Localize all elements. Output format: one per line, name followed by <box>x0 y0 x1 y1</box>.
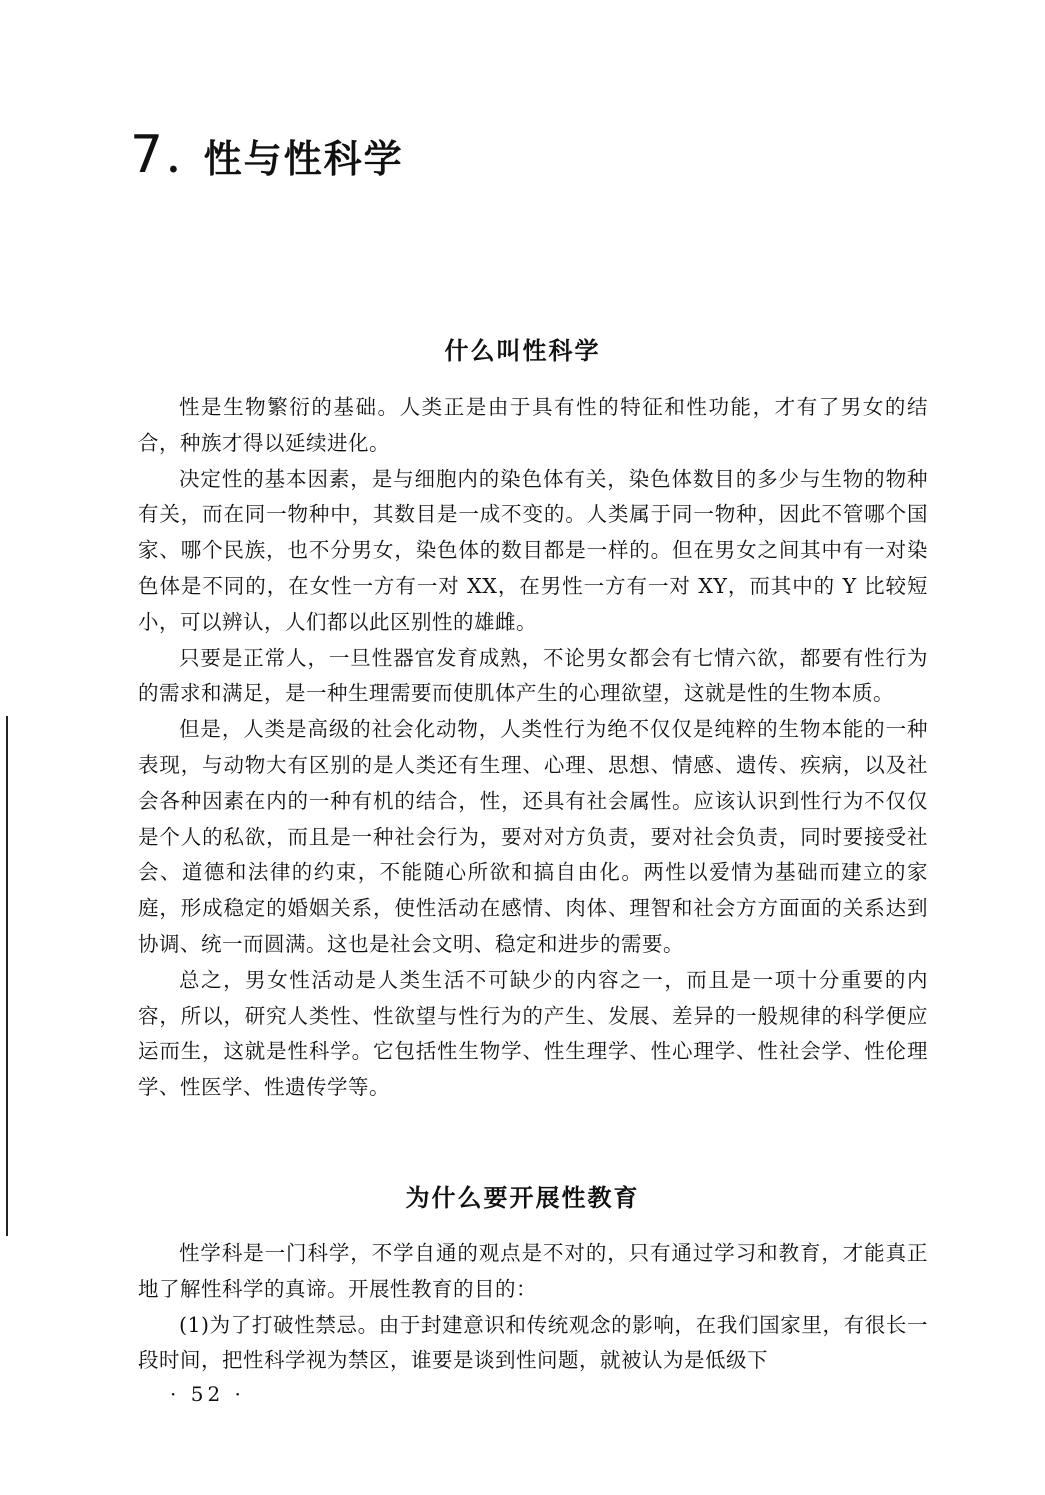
section-body-why-sex-education <box>138 1236 928 1379</box>
section-body-what-is-sexology <box>138 390 928 1106</box>
chapter-title: 性与性科学 <box>203 137 404 181</box>
section-title-why-sex-education: 为什么要开展性教育 <box>405 1184 640 1212</box>
binding-edge-line <box>6 716 8 1236</box>
page-number: · 52 · <box>170 1382 245 1406</box>
paragraph: 性学科是一门科学，不学自通的观点是不对的，只有通过学习和教育，才能真正地了解性科学的真谛。开展性教育的目的： <box>138 1241 928 1301</box>
chapter-number: 7 <box>130 125 164 185</box>
paragraph: 只要是正常人，一旦性器官发育成熟，不论男女都会有七情六欲，都要有性行为的需求和满足，是一种生理需要而使肌体产生的心理欲望，这就是性的生物本质。 <box>138 645 928 706</box>
paragraph: 总之，男女性活动是人类生活不可缺少的内容之一，而且是一项十分重要的内容，所以，研究人类性、性欲望与性行为的产生、发展、差异的一般规律的科学便应运而生，这就是性科学。它包括性生物学、性生理学、性心理学、性社会学、性伦理学、性医学、性遗传学等。 <box>138 967 928 1100</box>
paragraph: 决定性的基本因素，是与细胞内的染色体有关，染色体数目的多少与生物的物种有关，而在同一物种中，其数目是一成不变的。人类属于同一物种，因此不管哪个国家、哪个民族，也不分男女，染色体的数目都是一样的。但在男女之间其中有一对染色体是不同的，在女性一方有一对 XX，在男性一方有一对 XY，而其中的 Y 比较短小，可以辨认，人们都以此区别性的雄雌。 <box>138 466 928 634</box>
chapter-heading <box>130 125 404 195</box>
paragraph: 性是生物繁衍的基础。人类正是由于具有性的特征和性功能，才有了男女的结合，种族才得以延续进化。 <box>138 395 928 455</box>
section-title-what-is-sexology: 什么叫性科学 <box>444 337 601 365</box>
paragraph: (1)为了打破性禁忌。由于封建意识和传统观念的影响，在我们国家里，有很长一段时间，把性科学视为禁区，谁要是谈到性问题，就被认为是低级下 <box>138 1312 928 1373</box>
chapter-number-dot: . <box>165 125 182 185</box>
paragraph: 但是，人类是高级的社会化动物，人类性行为绝不仅仅是纯粹的生物本能的一种表现，与动物大有区别的是人类还有生理、心理、思想、情感、遗传、疾病，以及社会各种因素在内的一种有机的结合，性，还具有社会属性。应该认识到性行为不仅仅是个人的私欲，而且是一种社会行为，要对对方负责，要对社会负责，同时要接受社会、道德和法律的约束，不能随心所欲和搞自由化。两性以爱情为基础而建立的家庭，形成稳定的婚姻关系，使性活动在感情、肉体、理智和社会方方面面的关系达到协调、统一而圆满。这也是社会文明、稳定和进步的需要。 <box>138 717 928 956</box>
